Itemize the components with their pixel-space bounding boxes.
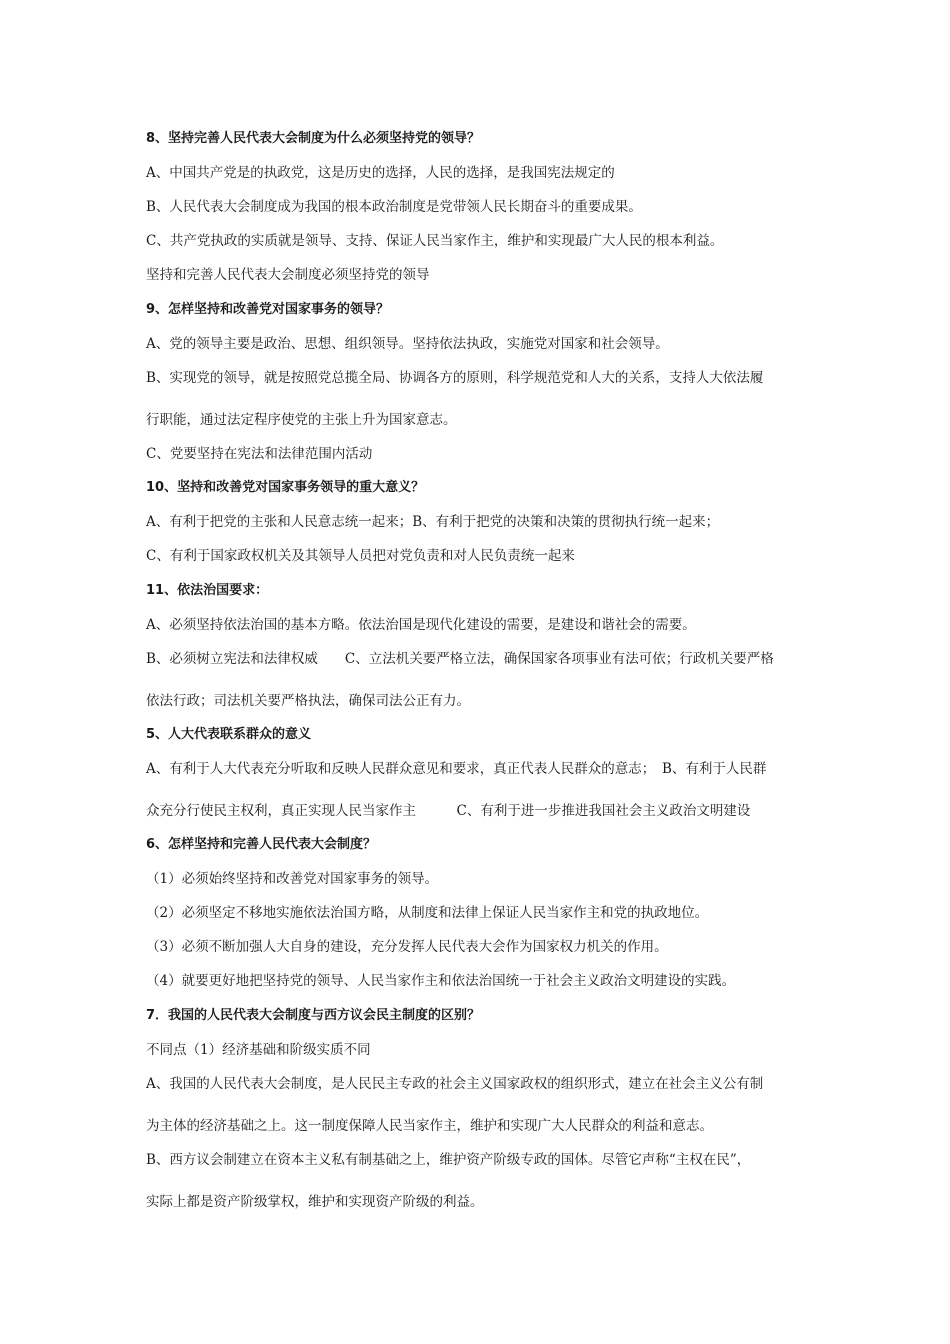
answer-line: （4）就要更好地把坚持党的领导、人民当家作主和依法治国统一于社会主义政治文明建设的实践。 xyxy=(146,973,736,989)
question-heading-6: 6、怎样坚持和完善人民代表大会制度？ xyxy=(146,837,377,852)
answer-line: A、有利于把党的主张和人民意志统一起来；B、有利于把党的决策和决策的贯彻执行统一起来； xyxy=(146,514,720,530)
answer-line: A、我国的人民代表大会制度，是人民民主专政的社会主义国家政权的组织形式，建立在社会主义公有制 xyxy=(146,1076,764,1092)
answer-line: （2）必须坚定不移地实施依法治国方略，从制度和法律上保证人民当家作主和党的执政地位。 xyxy=(146,905,709,921)
answer-line: 为主体的经济基础之上。这一制度保障人民当家作主，维护和实现广大人民群众的利益和意志。 xyxy=(146,1118,713,1134)
question-heading-5: 5、人大代表联系群众的意义 xyxy=(146,727,312,742)
answer-line: 行职能，通过法定程序使党的主张上升为国家意志。 xyxy=(146,412,457,428)
answer-line: A、有利于人大代表充分听取和反映人民群众意见和要求，真正代表人民群众的意志； B、有利于人民群 xyxy=(146,761,767,777)
answer-line: B、人民代表大会制度成为我国的根本政治制度是党带领人民长期奋斗的重要成果。 xyxy=(146,199,642,215)
question-heading-10: 10、坚持和改善党对国家事务领导的重大意义？ xyxy=(146,480,425,495)
answer-line: C、有利于国家政权机关及其领导人员把对党负责和对人民负责统一起来 xyxy=(146,548,575,564)
answer-line: （3）必须不断加强人大自身的建设，充分发挥人民代表大会作为国家权力机关的作用。 xyxy=(146,939,668,955)
answer-line: B、西方议会制建立在资本主义私有制基础之上，维护资产阶级专政的国体。尽管它声称“主权在民”， xyxy=(146,1152,751,1168)
question-heading-8: 8、坚持完善人民代表大会制度为什么必须坚持党的领导？ xyxy=(146,131,481,146)
answer-line: C、共产党执政的实质就是领导、支持、保证人民当家作主，维护和实现最广大人民的根本利益。 xyxy=(146,233,724,249)
answer-line: A、党的领导主要是政治、思想、组织领导。坚持依法执政，实施党对国家和社会领导。 xyxy=(146,336,669,352)
question-heading-7: 7．我国的人民代表大会制度与西方议会民主制度的区别？ xyxy=(146,1008,481,1023)
answer-line: 坚持和完善人民代表大会制度必须坚持党的领导 xyxy=(146,267,430,283)
answer-line: 众充分行使民主权利，真正实现人民当家作主 C、有利于进一步推进我国社会主义政治文明建设 xyxy=(146,803,751,819)
answer-line: B、必须树立宪法和法律权威 C、立法机关要严格立法，确保国家各项事业有法可依；行政机关要严格 xyxy=(146,651,774,667)
answer-line: C、党要坚持在宪法和法律范围内活动 xyxy=(146,446,373,462)
answer-line: （1）必须始终坚持和改善党对国家事务的领导。 xyxy=(146,871,439,887)
answer-line: A、中国共产党是的执政党，这是历史的选择，人民的选择，是我国宪法规定的 xyxy=(146,165,615,181)
answer-line: 依法行政；司法机关要严格执法，确保司法公正有力。 xyxy=(146,693,470,709)
question-heading-9: 9、怎样坚持和改善党对国家事务的领导？ xyxy=(146,302,390,317)
answer-line: 不同点（1）经济基础和阶级实质不同 xyxy=(146,1042,371,1058)
question-heading-11: 11、依法治国要求： xyxy=(146,583,269,598)
answer-line: 实际上都是资产阶级掌权，维护和实现资产阶级的利益。 xyxy=(146,1194,484,1210)
answer-line: A、必须坚持依法治国的基本方略。依法治国是现代化建设的需要，是建设和谐社会的需要。 xyxy=(146,617,696,633)
answer-line: B、实现党的领导，就是按照党总揽全局、协调各方的原则，科学规范党和人大的关系，支持人大依法履 xyxy=(146,370,764,386)
